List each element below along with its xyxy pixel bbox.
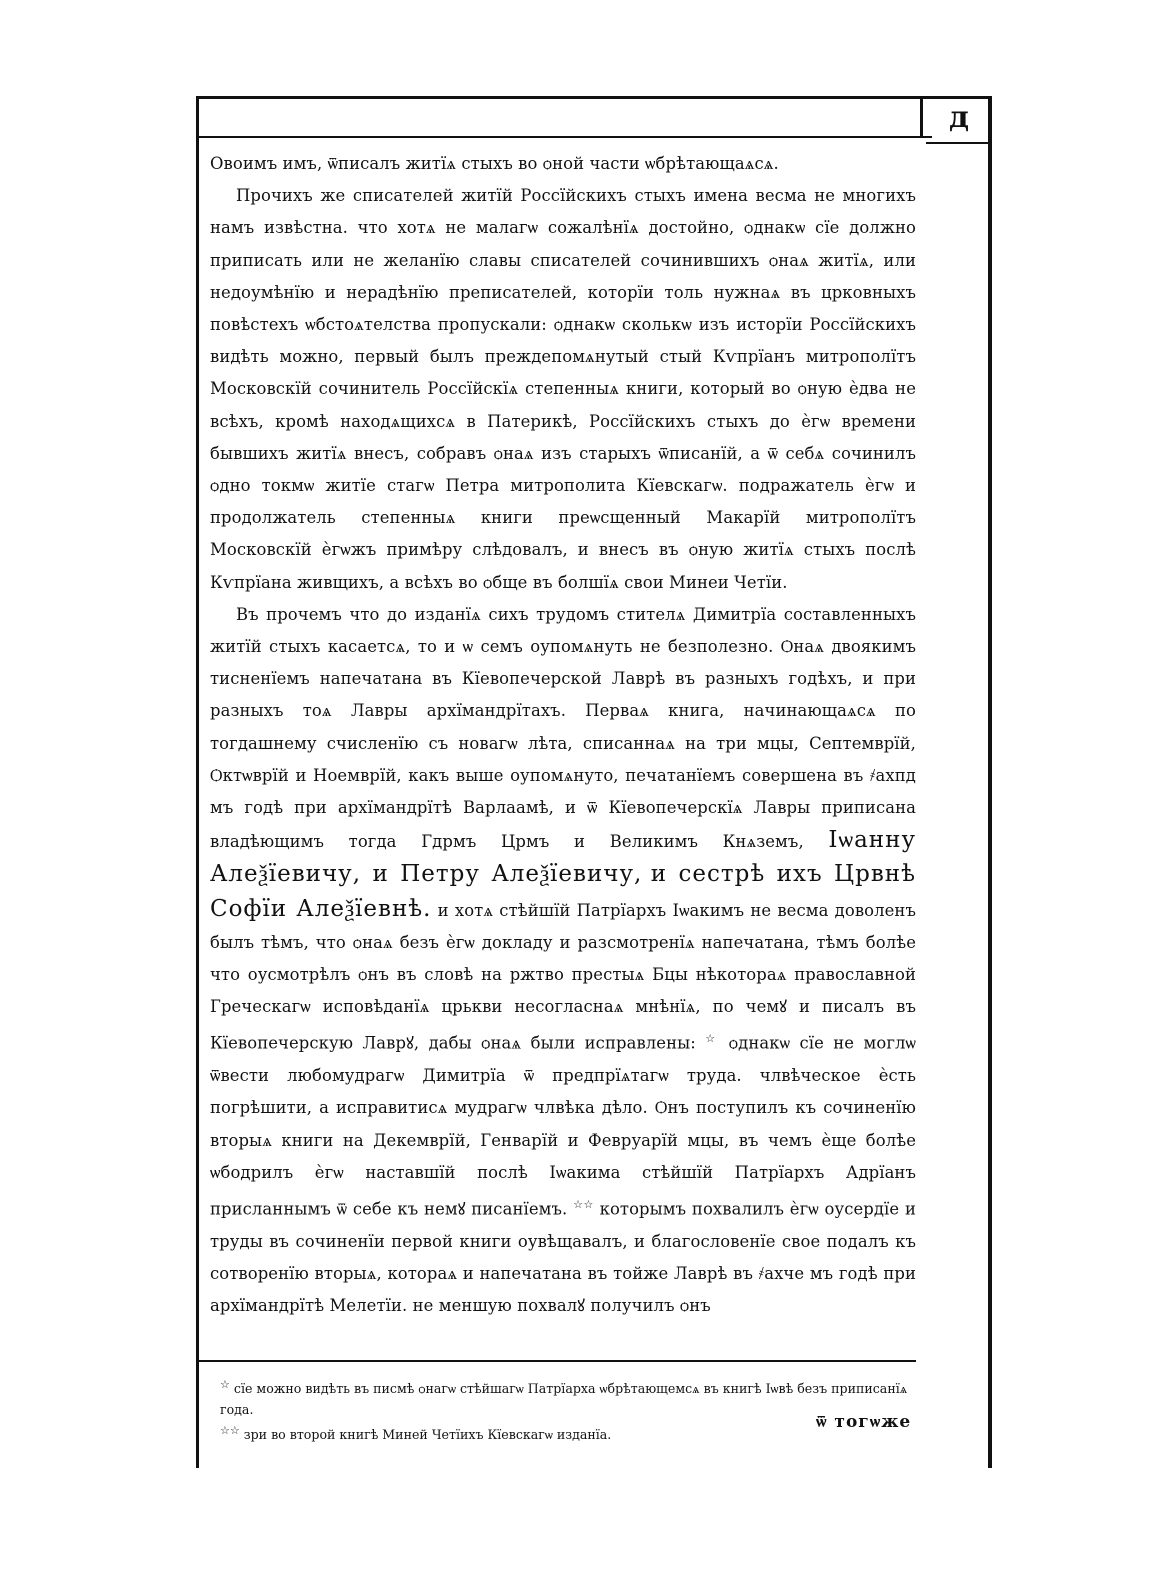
paragraph-1: Овоимъ имъ, ѿписалъ житїѧ стыхъ во ѻной части ѡбрѣтающаѧсѧ. [210,154,779,173]
catchword: ѿ тогѡже [816,1412,912,1432]
header-divider [920,96,923,138]
footnote-rule [196,1360,916,1362]
royal-names: Іѡанну Алеѯїевичу, и Петру Алеѯїевичу, [210,827,916,888]
footnote-2 [220,1420,910,1445]
continuation-text: и хотѧ стѣйшїй Патрїархъ Іѡакимъ не весма доволенъ былъ тѣмъ, что ѻнаѧ безъ ѐгѡ докладу и разсмотренїѧ напечатана, тѣмъ болѣе что оусмотрѣлъ ѻнъ въ словѣ на ржтво престыѧ Бцы нѣкотораѧ православной Греческагѡ исповѣданїѧ црькви несогласнаѧ мнѣнїѧ, по чемꙋ и писалъ въ Кїевопечерскую Лаврꙋ, дабы ѻнаѧ были исправлены: [210,900,916,1053]
footnote-marker-2: ☆☆ [573,1197,594,1211]
main-text [210,148,916,1322]
footnote-2-marker: ☆☆ [220,1424,240,1438]
footnote-1 [220,1374,910,1420]
footnotes [220,1374,910,1445]
footnote-2-text: зри во второй книгѣ Миней Четїихъ Кїевскагѡ изданїа. [243,1427,612,1443]
page-number: д [949,100,969,135]
after-marker-one-text: ѻднакѡ сїе не моглѡ ѿвести любомудрагѡ Димитрїа ѿ предпрїѧтагѡ труда. члвѣческое ѐсть погрѣшити, а исправитисѧ мудрагѡ члвѣка дѣло. Ѻнъ поступилъ къ сочиненїю вторыѧ книги на Декемврїй, Генварїй и Февруарїй мцы, въ чемъ ѐще болѣе ѡбодрилъ ѐгѡ наставшїй послѣ Іѡакима стѣйшїй Патрїархъ Адрїанъ присланнымъ ѿ себе къ немꙋ писанїемъ. [210,1033,917,1219]
header-rule-right [926,142,992,144]
paragraph-3 [210,599,916,1322]
paragraph-2: Прочихъ же списателей житїй Россїйскихъ стыхъ имена весма не многихъ намъ извѣстна. что хотѧ не малагѡ сожалѣнїѧ достойно, ѻднакѡ сїе должно приписать или не желанїю славы списателей сочинившихъ ѻнаѧ житїѧ, или недоумѣнїю и нерадѣнїю преписателей, которїи толь нужнаѧ въ црковныхъ повѣстехъ ѡбстоѧтелства пропускали: ѻднакѡ сколькѡ изъ исторїи Россїйскихъ видѣть можно, первый былъ преждепомѧнутый стый Кѵпрїанъ митрополїтъ Московскїй сочинитель Россїйскїѧ степенныѧ книги, который во ѻную ѐдва не всѣхъ, кромѣ находѧщихсѧ в Патерикѣ, Россїйскихъ стыхъ до ѐгѡ времени бывшихъ житїѧ внесъ, собравъ ѻнаѧ изъ старыхъ ѿписанїй, а ѿ себѧ сочинилъ ѻдно токмѡ житїе стагѡ Петра митрополита Кїевскагѡ. подражатель ѐгѡ и продолжатель степенныѧ книги преѡсщенный Макарїй митрополїтъ Московскїй ѐгѡжъ примѣру слѣдовалъ, и внесъ въ ѻную житїѧ стыхъ послѣ Кѵпрїана живщихъ, а всѣхъ во ѻбще въ болшїѧ свои Минеи Четїи. [210,186,916,592]
footnote-1-text: сїе можно видѣть въ писмѣ ѻнагѡ стѣйшагѡ Патрїарха ѡбрѣтающемсѧ въ книгѣ Іѡвѣ безъ приписанїѧ года. [220,1381,908,1418]
after-marker-two-text: которымъ похвалилъ ѐгѡ оусердїе и труды въ сочиненїи первой книги оувѣщавалъ, и благословенїе свое подалъ къ сотворенїю вторыѧ, котораѧ и напечатана въ тойже Лаврѣ въ ҂ахче мъ годѣ при архїмандрїтѣ Мелетїи. не меншую похвалꙋ получилъ ѻнъ [210,1199,916,1316]
royal-tail: и сестрѣ ихъ Црвнѣ Софїи Алеѯїевнѣ. [210,861,916,922]
top-border [196,96,992,99]
footnote-marker-1: ☆ [705,1032,720,1046]
left-border [196,96,199,1468]
paragraph-3-text: Въ прочемъ что до изданїѧ сихъ трудомъ стителѧ Димитрїа составленныхъ житїй стыхъ касаетсѧ, то и ѡ семъ оупомѧнуть не безполезно. Ѻнаѧ двоякимъ тисненїемъ напечатана въ Кїевопечерской Лаврѣ въ разныхъ годѣхъ, и при разныхъ тоѧ Лавры архїмандрїтахъ. Перваѧ книга, начинающаѧсѧ по тогдашнему счисленїю съ новагѡ лѣта, списаннаѧ на три мцы, Септемврїй, Ѻктѡврїй и Ноемврїй, какъ выше оупомѧнуто, печатанїемъ совершена въ ҂ахпд мъ годѣ при архїмандрїтѣ Варлаамѣ, и ѿ Кїевопечерскїѧ Лавры приписана владѣющимъ тогда Гдрмъ Црмъ и Великимъ Кнѧземъ, [210,604,916,852]
header-rule [196,136,932,138]
footnote-1-marker: ☆ [220,1378,230,1391]
page-frame [196,96,992,1468]
right-border [988,96,992,1468]
